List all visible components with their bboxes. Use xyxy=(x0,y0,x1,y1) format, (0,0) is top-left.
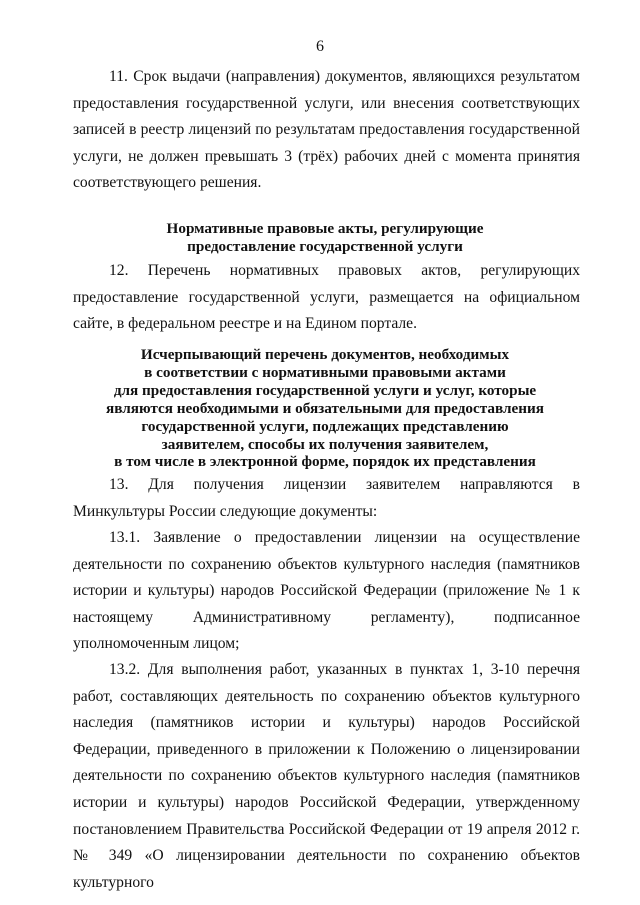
paragraph-13-2-text: 13.2. Для выполнения работ, указанных в пунктах 1, 3-10 перечня работ, составляющих деятельность по сохранению объектов культурного наследия (памятников истории и культуры) народов Российской Федерации, приведенного в приложении к Положению о лицензировании деятельности по сохранению объектов культурного наследия (памятников истории и культуры) народов Российской Федерации, утвержденному постановлением Правительства Российской Федерации от 19 апреля 2012 г. № 349 «О лицензировании деятельности по сохранению объектов культурного xyxy=(73,661,580,891)
paragraph-11-text: 11. Срок выдачи (направления) документов, являющихся результатом предоставления государственной услуги, или внесения соответствующих записей в реестр лицензий по результатам предоставления государственной услуги, не должен превышать 3 (трёх) рабочих дней с момента принятия соответствующего решения. xyxy=(73,68,580,192)
heading-line: для предоставления государственной услуги и услуг, которые xyxy=(113,381,537,399)
heading-line: Исчерпывающий перечень документов, необходимых xyxy=(140,346,510,363)
paragraph-13-1 xyxy=(73,525,580,658)
heading-line: в том числе в электронной форме, порядок их представления xyxy=(114,453,536,471)
paragraph-11 xyxy=(73,64,580,197)
heading-line: в соответствии с нормативными правовыми актами xyxy=(144,363,506,381)
paragraph-12 xyxy=(73,258,580,338)
heading-document-list xyxy=(60,346,590,471)
paragraph-13-text: 13. Для получения лицензии заявителем направляются в Минкультуры России следующие документы: xyxy=(73,476,580,520)
paragraph-13-1-text: 13.1. Заявление о предоставлении лицензии на осуществление деятельности по сохранению объектов культурного наследия (памятников истории и культуры) народов Российской Федерации (приложение № 1 к настоящему Административному регламенту), подписанное уполномоченным лицом; xyxy=(73,529,580,653)
heading-line: заявителем, способы их получения заявителем, xyxy=(161,435,489,453)
heading-line: Нормативные правовые акты, регулирующие xyxy=(166,220,484,237)
paragraph-12-text: 12. Перечень нормативных правовых актов, регулирующих предоставление государственной услуги, размещается на официальном сайте, в федеральном реестре и на Едином портале. xyxy=(73,262,580,333)
page-number: 6 xyxy=(316,38,324,55)
heading-normative-acts xyxy=(60,220,590,256)
heading-line: государственной услуги, подлежащих представлению xyxy=(141,417,509,435)
paragraph-13-2 xyxy=(73,657,580,896)
heading-line: являются необходимыми и обязательными для предоставления xyxy=(106,399,544,417)
paragraph-13 xyxy=(73,472,580,525)
heading-line: предоставление государственной услуги xyxy=(187,237,463,255)
